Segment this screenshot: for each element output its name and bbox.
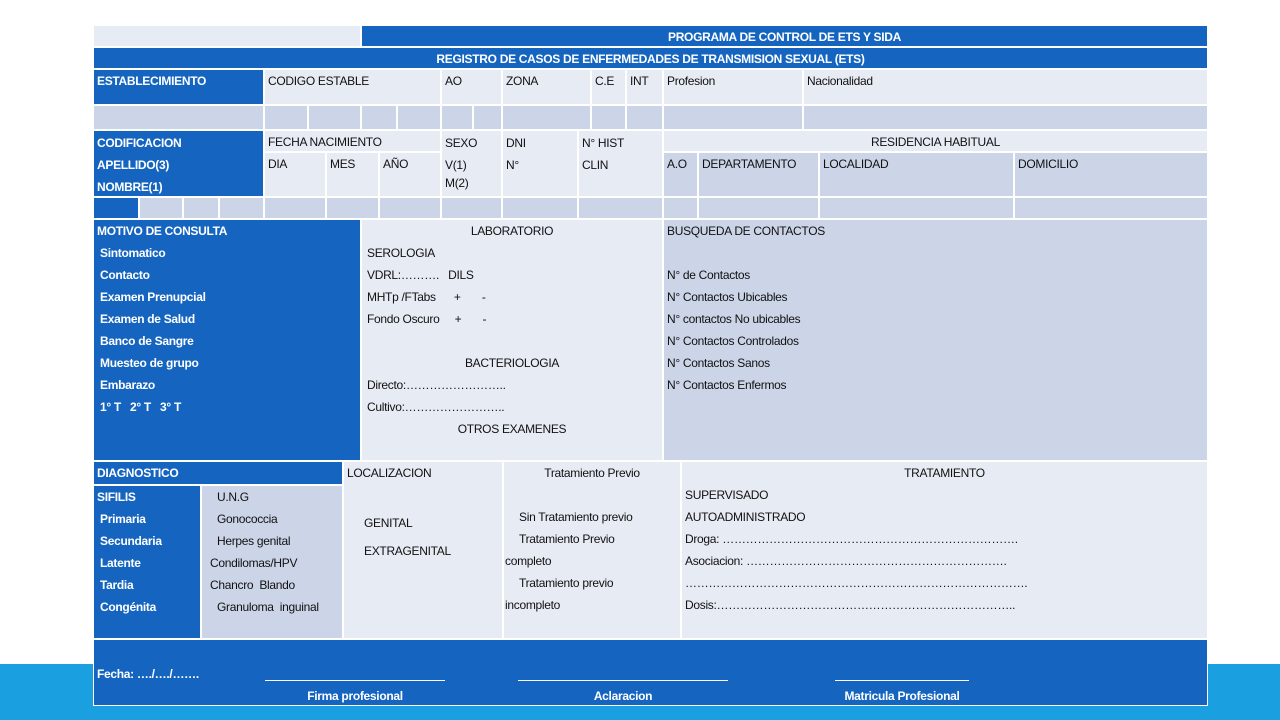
fecha-nacimiento-label: FECHA NACIMIENTO [264,130,441,152]
dia-input[interactable] [264,197,326,219]
establecimiento-input[interactable] [93,105,264,130]
contactos-title: BUSQUEDA DE CONTACTOS [667,224,825,238]
domicilio-label: DOMICILIO [1014,152,1208,197]
aclaracion-label: Aclaracion [593,689,653,703]
fecha-field[interactable]: Fecha: …./…./……. [97,667,199,681]
mes-label: MES [326,152,379,197]
trimestre-2[interactable]: 2° T [130,400,151,414]
dosis-field[interactable]: Dosis:………………………………………………………………….. [685,598,1016,612]
localidad-input[interactable] [819,197,1014,219]
ao-label: AO [441,69,502,105]
dni-label: DNI [506,136,526,150]
apellido-label: APELLIDO(3) [97,158,170,172]
codificacion-input[interactable] [219,197,264,219]
contactos-no-ubicables-field[interactable]: N° contactos No ubicables [667,312,801,326]
int-label: INT [626,69,663,105]
localizacion-genital[interactable]: GENITAL [364,516,413,530]
motivo-examen-prenupcial[interactable]: Examen Prenupcial [100,290,206,304]
program-title: PROGRAMA DE CONTROL DE ETS Y SIDA [361,25,1208,47]
matricula-profesional-label: Matricula Profesional [844,689,960,703]
historia-clinica-cell [578,130,663,197]
anio-label: AÑO [379,152,441,197]
historia-clinica-input[interactable] [578,197,663,219]
nacionalidad-label: Nacionalidad [803,69,1208,105]
sifilis-label: SIFILIS [97,490,136,504]
tratamiento-previo-completo[interactable]: Tratamiento Previo [519,532,615,546]
anio-input[interactable] [379,197,441,219]
dni-input[interactable] [502,197,578,219]
sifilis-tardia[interactable]: Tardia [100,578,134,592]
motivo-consulta-section [93,219,361,461]
profesion-label: Profesion [663,69,803,105]
sifilis-primaria[interactable]: Primaria [100,512,146,526]
sexo-label: SEXO [445,136,478,150]
domicilio-input[interactable] [1014,197,1208,219]
register-title: REGISTRO DE CASOS DE ENFERMEDADES DE TRANSMISION SEXUAL (ETS) [93,47,1208,69]
otros-examenes-label: OTROS EXAMENES [457,422,567,436]
codificacion-input[interactable] [183,197,219,219]
tratamiento-extra-field[interactable]: ……………………………………………………………………………. [685,576,1028,590]
ets-ung[interactable]: U.N.G [217,490,249,504]
localizacion-section [343,461,503,639]
establecimiento-label: ESTABLECIMIENTO [93,69,264,105]
contactos-total-field[interactable]: N° de Contactos [667,268,751,282]
cultivo-field[interactable]: Cultivo:…………………….. [367,400,505,414]
nombre-label: NOMBRE(1) [97,180,163,194]
nhist-label: N° HIST [582,136,625,150]
sexo-v-label: V(1) [445,158,467,172]
residencia-habitual-label: RESIDENCIA HABITUAL [663,130,1208,152]
fondo-oscuro-field[interactable]: Fondo Oscuro + - [367,312,487,326]
profesion-input[interactable] [663,105,803,130]
trimestre-3[interactable]: 3° T [160,400,181,414]
sexo-m-label: M(2) [445,176,469,190]
departamento-input[interactable] [698,197,819,219]
motivo-banco-sangre[interactable]: Banco de Sangre [100,334,194,348]
localidad-label: LOCALIDAD [819,152,1014,197]
sifilis-secundaria[interactable]: Secundaria [100,534,162,548]
tratamiento-previo-completo-cont: completo [505,554,552,568]
motivo-trimestres [97,399,181,417]
codificacion-input[interactable] [93,197,139,219]
localizacion-extragenital[interactable]: EXTRAGENITAL [364,544,451,558]
ao-residencia-label: A.O [663,152,698,197]
nacionalidad-input[interactable] [803,105,1208,130]
sifilis-section [93,485,201,639]
ets-diagnostico-section [201,485,343,639]
motivo-embarazo[interactable]: Embarazo [100,378,155,392]
zona-label: ZONA [502,69,591,105]
tratamiento-section [681,461,1208,639]
motivo-examen-salud[interactable]: Examen de Salud [100,312,195,326]
codigo-digit-input[interactable] [397,105,441,130]
tratamiento-autoadministrado[interactable]: AUTOADMINISTRADO [685,510,806,524]
diagnostico-title: DIAGNOSTICO [93,461,343,485]
tratamiento-supervisado[interactable]: SUPERVISADO [685,488,769,502]
motivo-consulta-title: MOTIVO DE CONSULTA [97,224,228,238]
sifilis-latente[interactable]: Latente [100,556,141,570]
firma-profesional-label: Firma profesional [307,689,403,703]
dni-number-label: N° [506,158,519,172]
codificacion-input[interactable] [139,197,183,219]
contactos-sanos-field[interactable]: N° Contactos Sanos [667,356,770,370]
laboratorio-title: LABORATORIO [470,224,554,238]
codigo-digit-input[interactable] [264,105,308,130]
sexo-cell [441,130,502,197]
sexo-input[interactable] [441,197,502,219]
ao-residencia-input[interactable] [663,197,698,219]
zona-input[interactable] [502,105,591,130]
codigo-estable-label: CODIGO ESTABLE [264,69,441,105]
mes-input[interactable] [326,197,379,219]
tratamiento-title: TRATAMIENTO [904,466,985,480]
codigo-digit-input[interactable] [308,105,361,130]
asociacion-field[interactable]: Asociacion: …………………………………………………………. [685,554,1007,568]
mhtp-field[interactable]: MHTp /FTabs + - [367,290,486,304]
ao-input[interactable] [473,105,502,130]
ce-label: C.E [591,69,626,105]
motivo-muesteo-grupo[interactable]: Muesteo de grupo [100,356,199,370]
trimestre-1[interactable]: 1° T [100,400,121,414]
laboratorio-section [361,219,663,461]
ets-herpes-genital[interactable]: Herpes genital [217,534,291,548]
bacteriologia-label: BACTERIOLOGIA [464,356,560,370]
footer-signature-block [93,639,1208,706]
motivo-contacto[interactable]: Contacto [100,268,150,282]
tratamiento-previo-incompleto-cont: incompleto [505,598,561,612]
ets-condilomas[interactable]: Condilomas/HPV [210,556,298,570]
int-input[interactable] [626,105,663,130]
codificacion-label: CODIFICACION [97,136,182,150]
serologia-label: SEROLOGIA [367,246,435,260]
dni-cell [502,130,578,197]
contactos-controlados-field[interactable]: N° Contactos Controlados [667,334,799,348]
tratamiento-previo-section [503,461,681,639]
codificacion-block [93,130,264,197]
ets-gonococcia[interactable]: Gonococcia [217,512,278,526]
sifilis-congenita[interactable]: Congénita [100,600,156,614]
dia-label: DIA [264,152,326,197]
header-blank-cell [93,25,361,47]
clin-label: CLIN [582,158,609,172]
localizacion-title: LOCALIZACION [347,466,432,480]
ao-input[interactable] [441,105,473,130]
motivo-sintomatico[interactable]: Sintomatico [100,246,166,260]
contactos-ubicables-field[interactable]: N° Contactos Ubicables [667,290,788,304]
vdrl-field[interactable]: VDRL:………. DILS [367,268,474,282]
aclaracion-line [518,680,728,681]
matricula-line [835,680,969,681]
ets-chancro-blando[interactable]: Chancro Blando [210,578,295,592]
directo-field[interactable]: Directo:…………………….. [367,378,506,392]
ce-input[interactable] [591,105,626,130]
contactos-section [663,219,1208,461]
firma-line [265,680,445,681]
tratamiento-previo-incompleto[interactable]: Tratamiento previo [519,576,614,590]
ets-granuloma-inguinal[interactable]: Granuloma inguinal [217,600,319,614]
droga-field[interactable]: Droga: …………………………………………………………………. [685,532,1018,546]
codigo-digit-input[interactable] [361,105,397,130]
sin-tratamiento-previo[interactable]: Sin Tratamiento previo [519,510,633,524]
contactos-enfermos-field[interactable]: N° Contactos Enfermos [667,378,787,392]
departamento-label: DEPARTAMENTO [698,152,819,197]
tratamiento-previo-title: Tratamiento Previo [544,466,640,480]
